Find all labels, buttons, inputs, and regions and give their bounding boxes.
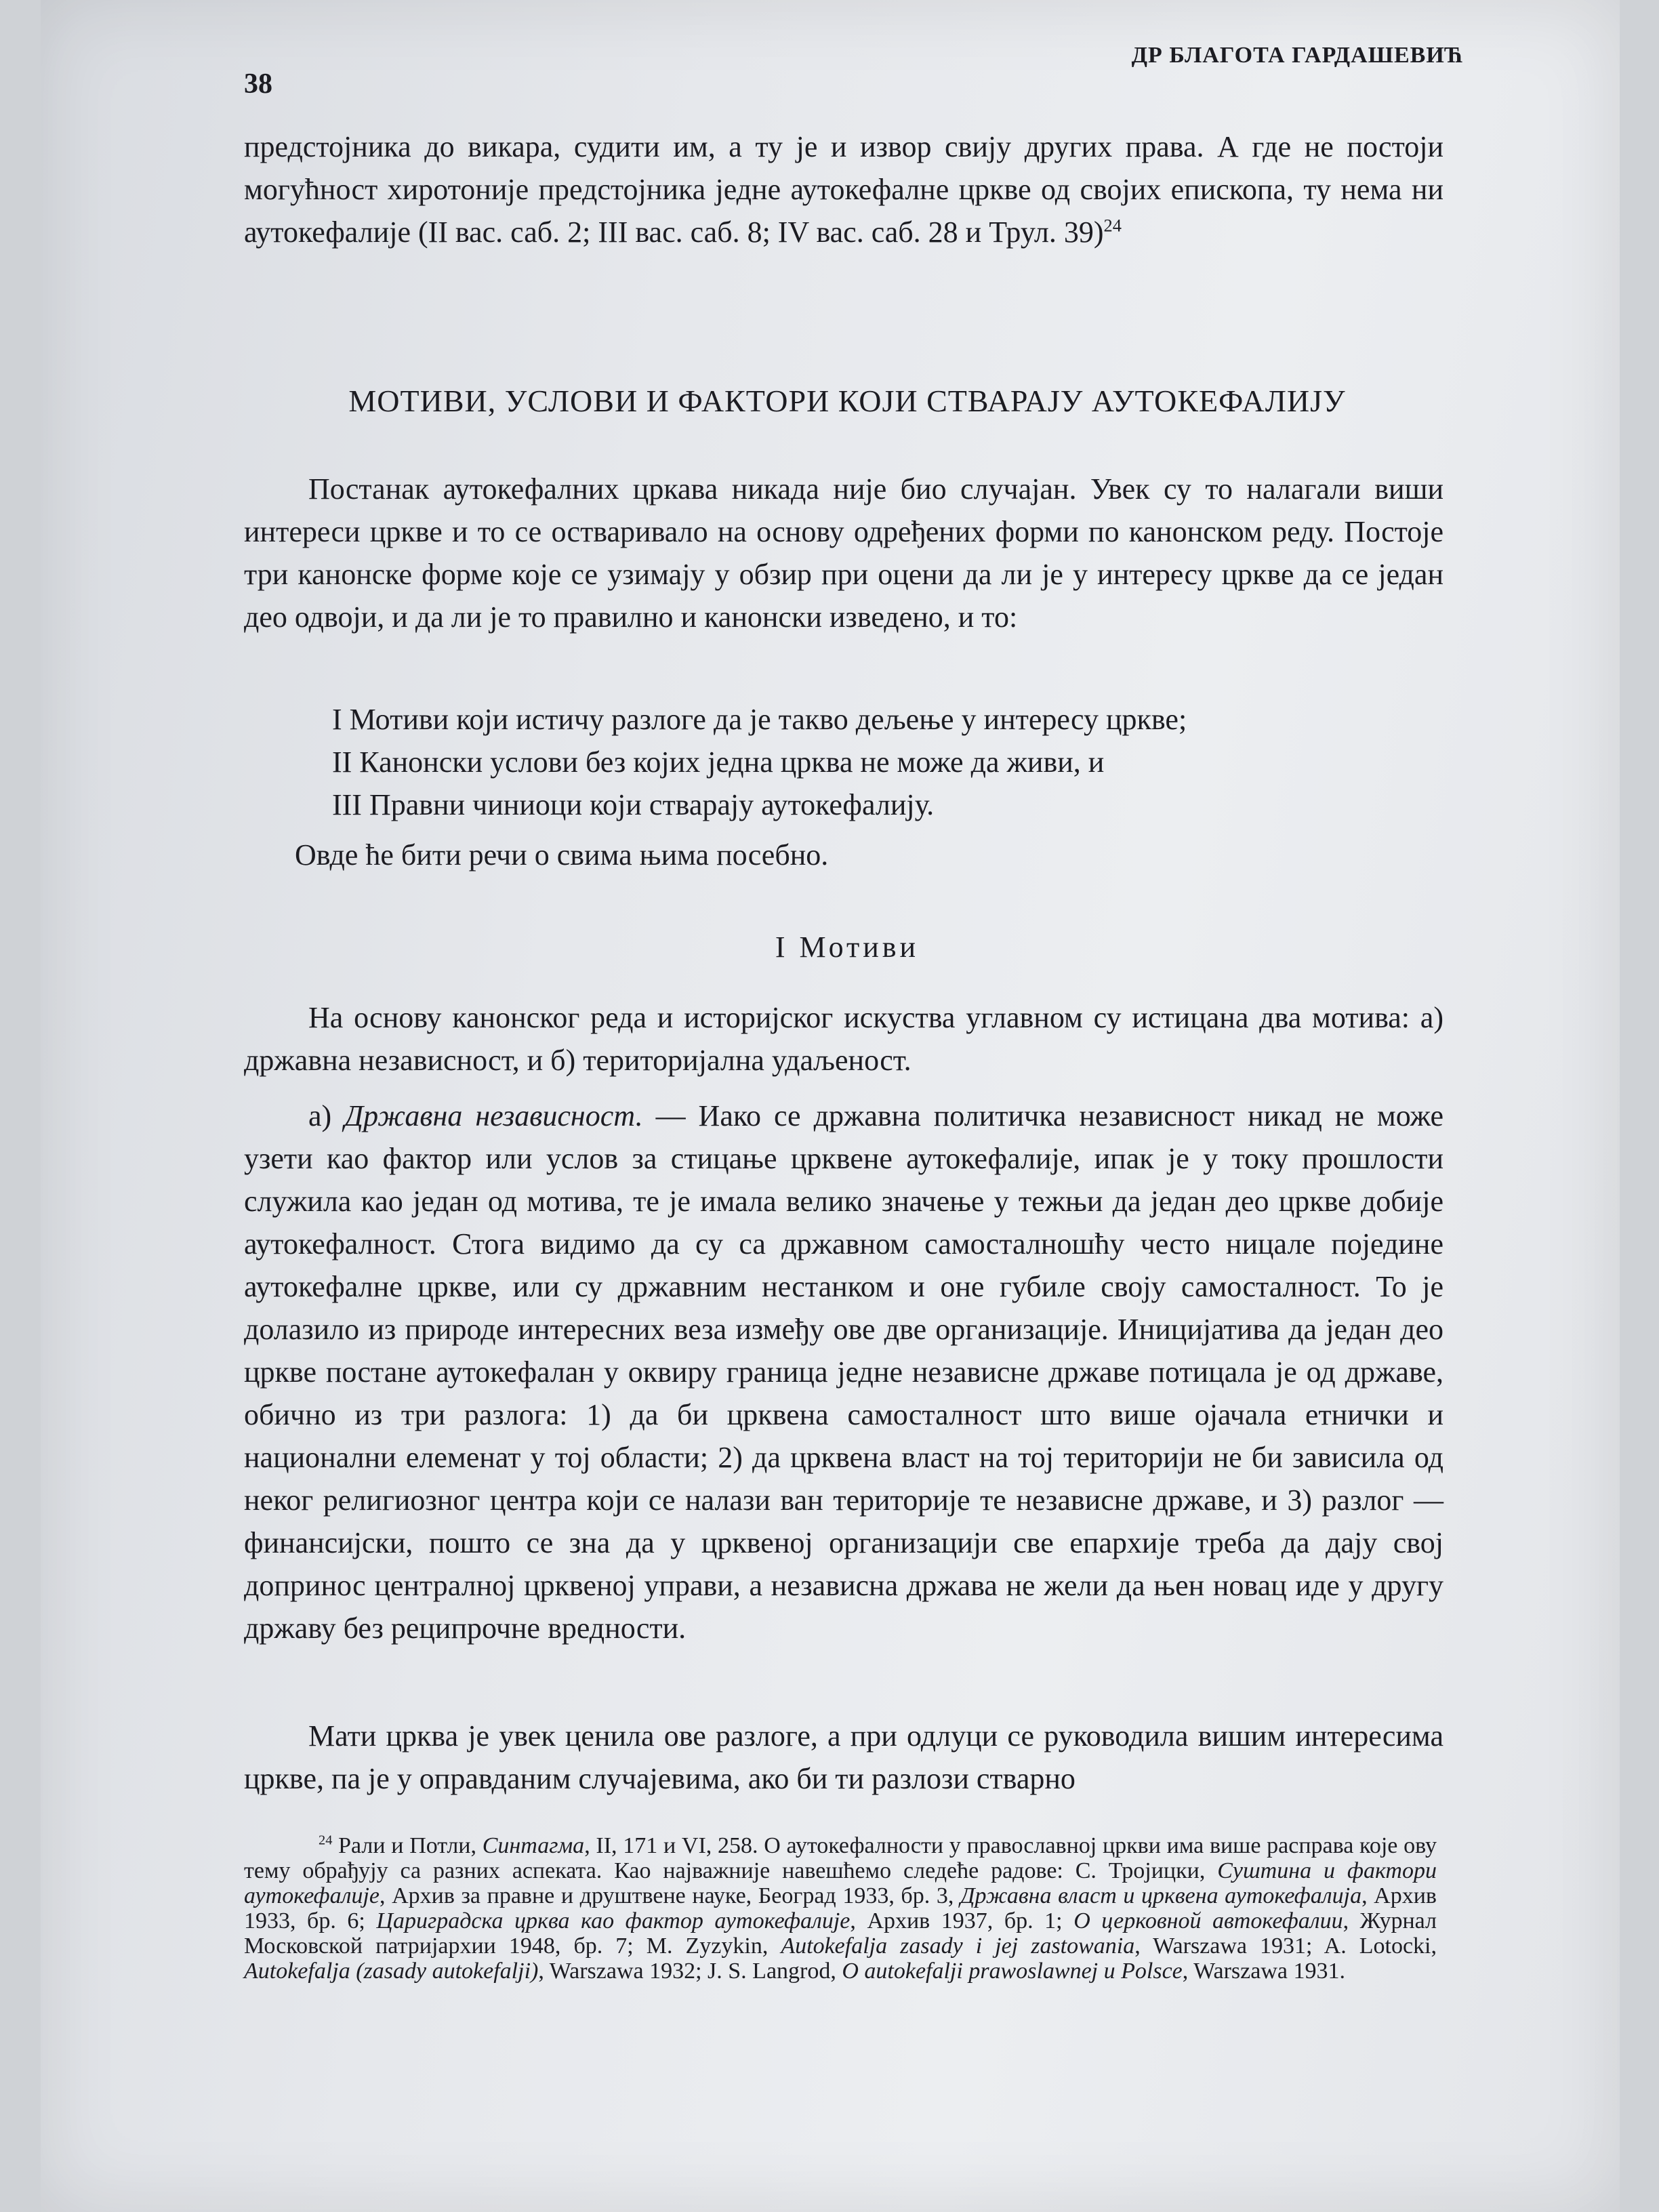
motives-paragraph: На основу канонског реда и историјског искуства углавном су истицана два мотива: а) државна независност, и б) територијална удаљеност. [244, 1001, 1443, 1077]
footnote-text: , Архив 1933, бр. 6; [244, 1883, 1437, 1933]
enumeration-item-2: II Канонски услови без којих једна црква не може да живи, и [332, 745, 1105, 779]
section-title: I Мотиви [775, 930, 920, 964]
footnote-reference: 24 [1103, 215, 1122, 236]
footnote-work-title: Суштина и фактори аутокефалије [244, 1858, 1437, 1908]
footnote-text: , Warszawa 1932; J. S. Langrod, [538, 1959, 842, 1984]
item-text: — Иако се државна политичка независност никад не може узети као фактор или услов за стицање црквене аутокефалије, ипак је у току прошлости служила као један од мотива, те је имала велико значење у тежњи да један део цркве добије аутокефалност. Стога видимо да су са државном самосталношћу често ницале поједине аутокефалне цркве, или су државним нестанком и оне губиле своју самосталност. То је долазило из природе интересних веза између ове две организације. Иницијатива да један део цркве постане аутокефалан у оквиру граница једне независне државе потицала је од државе, обично из три разлога: 1) да би црквена самосталност што више ојачала етнички и национални елеменат у тој области; 2) да црквена власт на тој територији не би зависила од неког религиозног центра који се налази ван територије те независне државе, и 3) разлог — финансијски, пошто се зна да у црквеној организацији све епархије треба да дају свој допринос централној црквеној управи, а независна држава не жели да њен новац иде у другу државу без реципрочне вредности. [244, 1099, 1443, 1645]
footnote-work-title: О церковной автокефалии [1073, 1908, 1343, 1933]
item-term: Државна независност. [344, 1099, 643, 1132]
footnote-text: Рали и Потли, [338, 1833, 483, 1858]
chapter-heading: МОТИВИ, УСЛОВИ И ФАКТОРИ КОЈИ СТВАРАЈУ АУТОКЕФАЛИЈУ [348, 384, 1346, 418]
footnote [244, 1833, 1437, 1984]
paragraph-text: предстојника до викара, судити им, а ту је и извор свију других права. А где не постоји могућност хиротоније предстојника једне аутокефалне цркве од својих епископа, ту нема ни аутокефалије (II вас. саб. 2; III вас. саб. 8; IV вас. саб. 28 и Трул. 39) [244, 130, 1443, 249]
footnote-text: , Warszawa 1931. [1182, 1959, 1345, 1984]
footnote-work-title: Државна власт и црквена аутокефалија [960, 1883, 1362, 1908]
state-independence-paragraph [244, 1094, 1443, 1650]
book-page [41, 0, 1620, 2212]
footnote-work-title: Синтагма [482, 1833, 585, 1858]
footnote-work-title: Autokefalja zasady i jej zastowania [781, 1933, 1135, 1959]
intro-paragraph: Постанак аутокефалних цркава никада није био случајан. Увек су то налагали виши интереси цркве и то се остваривало на основу одређених форми по канонском реду. Постоје три канонске форме које се узимају у обзир при оцени да ли је у интересу цркве да се један део одвоји, и да ли је то правилно и канонски изведено, и то: [244, 472, 1443, 634]
footnote-text: , Журнал Московской патријархии 1948, бр. 7; M. Zyzykin, [244, 1908, 1437, 1959]
item-lead: а) [308, 1099, 345, 1132]
footnote-work-title: Autokefalja (zasady autokefalji) [244, 1959, 539, 1984]
footnote-text: , II, 171 и VI, 258. О аутокефалности у православној цркви има више расправа које ову тему обрађују са разних аспеката. Као најважније навешћемо следеће радове: С. Тројицки, [244, 1833, 1437, 1883]
footnote-text: , Warszawa 1931; A. Lotocki, [1134, 1933, 1437, 1959]
footnote-work-title: Цариградска црква као фактор аутокефалије [376, 1908, 851, 1933]
transition-paragraph: Овде ће бити речи о свима њима посебно. [295, 838, 829, 872]
enumeration-item-1: I Мотиви који истичу разлоге да је такво дељење у интересу цркве; [332, 703, 1187, 736]
footnote-number: 24 [319, 1832, 333, 1848]
running-head: ДР БЛАГОТА ГАРДАШЕВИЋ [1131, 43, 1464, 68]
page-header [41, 37, 1620, 98]
paragraph-continuation [244, 125, 1443, 253]
footnote-work-title: O autokefalji prawoslawnej u Polsce [842, 1959, 1183, 1984]
footnote-text: , Архив 1937, бр. 1; [850, 1908, 1074, 1933]
enumeration-item-3: III Правни чиниоци који стварају аутокефалију. [332, 788, 935, 821]
footnote-text: , Архив за правне и друштвене науке, Београд 1933, бр. 3, [380, 1883, 960, 1908]
mother-church-paragraph: Мати црква је увек ценила ове разлоге, а при одлуци се руководила вишим интересима цркве, па је у оправданим случајевима, ако би ти разлози стварно [244, 1719, 1443, 1795]
page-number: 38 [244, 68, 272, 100]
